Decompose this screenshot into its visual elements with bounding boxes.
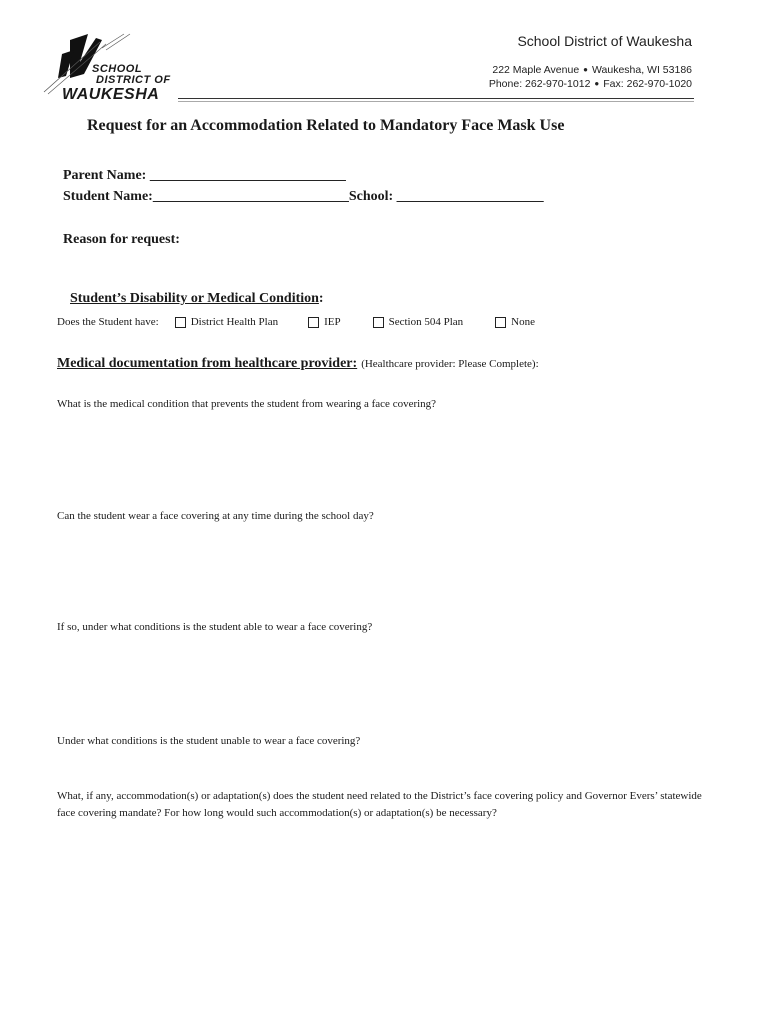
medical-heading-note: (Healthcare provider: Please Complete):	[361, 358, 539, 370]
student-school-field[interactable]: Student Name:____________________________School: _____________________	[63, 189, 544, 204]
question-accommodations: What, if any, accommodation(s) or adaptation(s) does the student need related to the District’s face covering policy and Governor Evers’ statewide face covering mandate? For how long would such accommodation(s) or adaptation(s) be necessary?	[57, 790, 702, 819]
disability-heading-colon: :	[318, 291, 324, 306]
option-district-health-plan[interactable]	[175, 316, 278, 328]
option-section-504-plan[interactable]	[373, 316, 464, 328]
reason-label: Reason for request:	[63, 232, 180, 247]
header-rule	[178, 98, 694, 99]
disability-heading-text: Student’s Disability or Medical Condition	[70, 291, 319, 306]
does-student-have-label: Does the Student have:	[57, 316, 159, 328]
option-label: District Health Plan	[190, 316, 279, 328]
checkbox-district-health-plan[interactable]	[175, 317, 186, 328]
checkbox-section-504-plan[interactable]	[373, 317, 384, 328]
question-medical-condition: What is the medical condition that prevents the student from wearing a face covering?	[57, 398, 437, 410]
address-street: 222 Maple Avenue	[492, 64, 580, 76]
checkbox-none[interactable]	[495, 317, 506, 328]
checkbox-iep[interactable]	[308, 317, 319, 328]
district-logo	[40, 32, 180, 104]
medical-documentation-heading	[57, 354, 539, 372]
option-label: None	[511, 316, 535, 328]
question-wear-any-time: Can the student wear a face covering at any time during the school day?	[57, 510, 374, 522]
parent-name-field[interactable]: Parent Name: ____________________________	[63, 168, 346, 183]
district-address	[492, 64, 692, 76]
question-able-conditions: If so, under what conditions is the student able to wear a face covering?	[57, 621, 373, 633]
address-city: Waukesha, WI 53186	[592, 64, 692, 76]
option-label: Section 504 Plan	[388, 316, 464, 328]
district-contact	[489, 78, 692, 90]
form-title: Request for an Accommodation Related to Mandatory Face Mask Use	[87, 117, 565, 134]
header-rule-thin	[178, 101, 694, 102]
disability-heading	[63, 275, 324, 307]
phone-number: Phone: 262-970-1012	[488, 78, 591, 90]
medical-heading-text: Medical documentation from healthcare provider:	[57, 356, 358, 371]
question-unable-conditions: Under what conditions is the student unable to wear a face covering?	[57, 735, 361, 747]
option-iep[interactable]	[308, 316, 341, 328]
option-none[interactable]	[495, 316, 535, 328]
student-has-row	[57, 316, 535, 328]
district-name: School District of Waukesha	[517, 33, 692, 49]
fax-number: Fax: 262-970-1020	[603, 78, 692, 90]
logo-text-waukesha: WAUKESHA	[62, 86, 160, 103]
bullet-icon: ●	[583, 65, 588, 74]
logo-text-school: SCHOOL	[92, 63, 143, 75]
logo-text-district: DISTRICT OF	[96, 74, 171, 86]
bullet-icon: ●	[594, 79, 600, 88]
option-label: IEP	[324, 316, 341, 328]
